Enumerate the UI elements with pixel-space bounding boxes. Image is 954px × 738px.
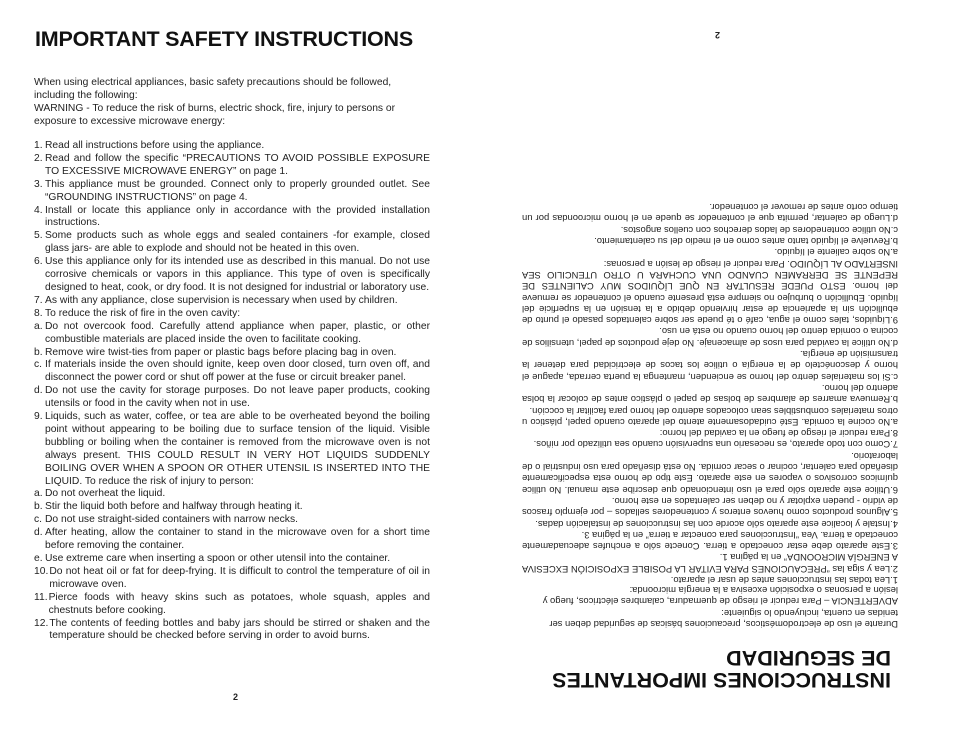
- page-title: IMPORTANT SAFETY INSTRUCTIONS: [35, 27, 414, 51]
- item-number: 1.: [34, 140, 43, 151]
- spanish-instruction-item: 7.Como con todo aparato, es necesario una supervisión cuando sea utilizado por niños.: [533, 439, 898, 451]
- item-text: Read all instructions before using the appliance.: [45, 140, 265, 151]
- safety-instruction-list: [34, 140, 430, 643]
- instruction-item: [34, 205, 430, 231]
- instruction-item: [34, 488, 430, 501]
- instruction-item: [34, 295, 430, 308]
- item-text: This appliance must be grounded. Connect only to properly grounded outlet. See “GROUNDING INSTRUCTIONS” on page 4.: [45, 178, 430, 203]
- spanish-instruction-item: 3.Este aparato debe estar conectado a tierra. Conecte sólo a enchufes adecuadamente conectado a tierra. Vea “Instrucciones para conectar a tierra” en la página 3.: [522, 529, 898, 553]
- instruction-item: [34, 308, 430, 321]
- item-text: Pierce foods with heavy skins such as potatoes, whole squash, apples and chestnuts before cooking.: [48, 591, 430, 616]
- item-text: Do not use the cavity for storage purposes. Do not leave paper products, cooking utensils or food in the cavity when not in use.: [45, 385, 430, 410]
- spanish-instruction-item: c.No utilice contenedores de lados derechos con cuellos angostos.: [620, 224, 898, 236]
- spanish-instruction-item: d.Luego de calentar, permita que el contenedor se quede en el horno microondas por un tiempo corto antes de remover el contenedor.: [522, 202, 898, 225]
- item-number: 3.: [34, 178, 43, 190]
- instruction-item: [34, 153, 430, 179]
- item-number: 10.: [34, 565, 49, 577]
- spanish-instruction-item: 5.Algunos productos como huevos enteros y contenedores sellados – por ejemplo frascos de vidrio - pueden explotar y no deben ser calentados en este horno.: [522, 495, 898, 519]
- item-number: d.: [34, 385, 43, 397]
- spanish-title-line: INSTRUCCIONES IMPORTANTES: [552, 668, 891, 692]
- instruction-item: [34, 179, 430, 205]
- warning-paragraph: WARNING - To reduce the risk of burns, electric shock, fire, injury to persons or exposure to excessive microwave energy:: [34, 102, 396, 127]
- spanish-instruction-item: d.No utilice la cavidad para usos de almacenaje. No deje productos de papel, utensilios de cocina o comida dentro del horno cuando no está en uso.: [522, 326, 898, 349]
- item-number: a.: [34, 320, 43, 332]
- instruction-item: [34, 553, 430, 566]
- spanish-instruction-item: 9.Líquidos, tales como el agua, café o té puede ser sobre calentados pasado el punto de ebullición sin la apariencia de estar hirviendo debido a la tensión en la superficie del líquido. Ebullición o burbujeo no siempre está presente cuando el contenedor se remueve del horno. ESTO PUEDE RESULTAR EN QUE LÍQUIDOS MUY CALIENTES DE REPENTE SE DERRAMEN CUANDO UNA CUCHARA U OTRO UTENCILIO SEA INSERTADO AL LÍQUIDO. Para reducir el riesgo de lesión a personas:: [522, 258, 898, 327]
- item-number: 11.: [34, 591, 48, 603]
- spanish-page-number: 2: [714, 30, 720, 40]
- item-text: Do not use straight-sided containers with narrow necks.: [45, 514, 298, 526]
- instruction-item: [34, 359, 430, 385]
- intro-text: [34, 77, 428, 129]
- spanish-instruction-item: 8.Para reducir el riesgo de fuego en la cavidad del horno:: [659, 428, 898, 440]
- spanish-instruction-item: 2.Lea y siga las “PRECAUCIONES PARA EVITAR LA POSIBLE EXPOSICIÓN EXCESIVA A ENERGÍA MICROONDA” en la página 1.: [522, 552, 898, 575]
- item-text: Do not overcook food. Carefully attend appliance when paper, plastic, or other combustible materials are placed inside the oven to facilitate cooking.: [45, 320, 430, 345]
- instruction-item: [34, 140, 430, 153]
- item-text: After heating, allow the container to stand in the microwave oven for a short time before removing the container.: [45, 527, 430, 552]
- item-number: 4.: [34, 204, 43, 216]
- spanish-instruction-item: 6.Utilice este aparato sólo para el uso intencionado que describe este manual. No utilice químicos corrosivos o vapores en este aparato. Este tipo de horno esta especificamente diseñado para calentar, cocinar o secar comida. No está diseñado para uso industrial o de laboratorio.: [522, 450, 898, 496]
- item-text: To reduce the risk of fire in the oven cavity:: [45, 307, 241, 319]
- item-text: Do not overheat the liquid.: [45, 488, 166, 500]
- spanish-warning-paragraph: ADVERTENCIA – Para reducir el riesgo de quemadura, calambres eléctricos, fuego y lesión a personas o exposición excesiva a la energía microonda:: [542, 585, 898, 608]
- item-number: 5.: [34, 230, 43, 242]
- item-number: 6.: [34, 256, 43, 268]
- spanish-page: [477, 0, 954, 738]
- instruction-item: [34, 566, 430, 592]
- page-number: 2: [233, 692, 239, 702]
- spanish-instruction-item: 4.Instale y localice este aparato sólo acorde con las instrucciones de instalación dadas.: [535, 518, 898, 530]
- spanish-intro-paragraph: Durante el uso de electrodomésticos, precauciones básicas de seguridad deben ser tenidas en cuenta, incluyendo lo siguiente:: [549, 607, 898, 630]
- item-text: Do not heat oil or fat for deep-frying. It is difficult to control the temperature of oil in microwave oven.: [49, 565, 430, 590]
- instruction-item: [34, 411, 430, 488]
- item-text: Stir the liquid both before and halfway through heating it.: [45, 501, 303, 513]
- item-number: 7.: [34, 294, 43, 306]
- item-text: Some products such as whole eggs and sealed containers -for example, closed glass jars- are able to explode and should not be heated in this oven.: [45, 230, 430, 255]
- spanish-title-line: DE SEGURIDAD: [726, 646, 891, 670]
- spanish-instruction-item: 1.Lea todas las instrucciones antes de usar el aparato.: [670, 575, 898, 586]
- item-number: d.: [34, 527, 43, 539]
- item-text: Use extreme care when inserting a spoon or other utensil into the container.: [45, 553, 391, 564]
- item-number: b.: [34, 346, 43, 358]
- instruction-item: [34, 230, 430, 256]
- instruction-item: [34, 527, 430, 553]
- item-number: 9.: [34, 411, 43, 423]
- spanish-instruction-item: a.No cocine la comida. Esté cuidadosamente atento del aparato cuando papel, plástico u otros materiales combustibles sean colocados adentro del horno para facilitar la cocción.: [522, 405, 898, 428]
- item-text: If materials inside the oven should ignite, keep oven door closed, turn oven off, and disconnect the power cord or shut off power at the fuse or circuit breaker panel.: [45, 359, 430, 384]
- item-number: 2.: [34, 152, 43, 164]
- intro-paragraph: When using electrical appliances, basic safety precautions should be followed, including the following:: [34, 77, 392, 101]
- item-number: c.: [34, 359, 43, 371]
- spanish-instruction-item: b.Remueva amarres de alambres de bolsas de papel o plástico antes de colocar la bolsa adentro del horno.: [522, 382, 898, 406]
- item-number: b.: [34, 501, 43, 513]
- instruction-item: [34, 347, 430, 360]
- item-number: 12.: [34, 617, 49, 629]
- upside-down-content: [477, 0, 954, 738]
- item-number: a.: [34, 488, 43, 500]
- instruction-item: [34, 618, 430, 644]
- item-text: Liquids, such as water, coffee, or tea are able to be overheated beyond the boiling point without appearing to be boiling due to surface tension of the liquid. Visible bubbling or boiling when the container is removed from the microwave oven is not always present. THIS COULD RESULT IN VERY HOT LIQUIDS SUDDENLY BOILING OVER WHEN A SPOON OR OTHER UTENSIL IS INSERTED INTO THE LIQUID. To reduce the risk of injury to person:: [45, 411, 430, 487]
- instruction-item: [34, 514, 430, 527]
- instruction-item: [34, 385, 430, 411]
- item-text: Remove wire twist-ties from paper or plastic bags before placing bag in oven.: [45, 346, 397, 358]
- spanish-instruction-item: a.No sobre caliente el líquido.: [774, 247, 898, 259]
- instruction-item: [34, 592, 430, 618]
- instruction-item: [34, 256, 430, 295]
- instruction-item: [34, 501, 430, 514]
- item-text: Read and follow the specific “PRECAUTIONS TO AVOID POSSIBLE EXPOSURE TO EXCESSIVE MICROWAVE ENERGY” on page 1.: [45, 152, 430, 177]
- item-text: Install or locate this appliance only in accordance with the provided installation instructions.: [45, 204, 430, 229]
- spanish-instruction-item: b.Revuelve el líquido tanto antes como en el medio del su calentamiento.: [594, 236, 898, 248]
- item-text: The contents of feeding bottles and baby jars should be stirred or shaken and the temperature should be checked before serving in order to avoid burns.: [49, 617, 430, 642]
- spanish-page-title: [541, 647, 891, 691]
- item-number: c.: [34, 514, 43, 526]
- item-text: Use this appliance only for its intended use as described in this manual. Do not use corrosive chemicals or vapors in this appliance. This type of oven is specifically designed to heat, cook, or dry food. It is not designed for industrial or laboratory use.: [45, 256, 430, 293]
- spanish-instruction-list: [522, 202, 898, 586]
- item-text: As with any appliance, close supervision is necessary when used by children.: [45, 294, 398, 306]
- spanish-intro-text: [524, 585, 898, 630]
- item-number: e.: [34, 553, 43, 564]
- instruction-item: [34, 321, 430, 347]
- item-number: 8.: [34, 307, 43, 319]
- spanish-instruction-item: c.Si los materiales dentro del horno se encienden, mantenga la puerta cerrada, apague el horno y desconéctelo de la energía o utilice los tacos de electricidad para detener la transmisión de energía.: [522, 349, 898, 383]
